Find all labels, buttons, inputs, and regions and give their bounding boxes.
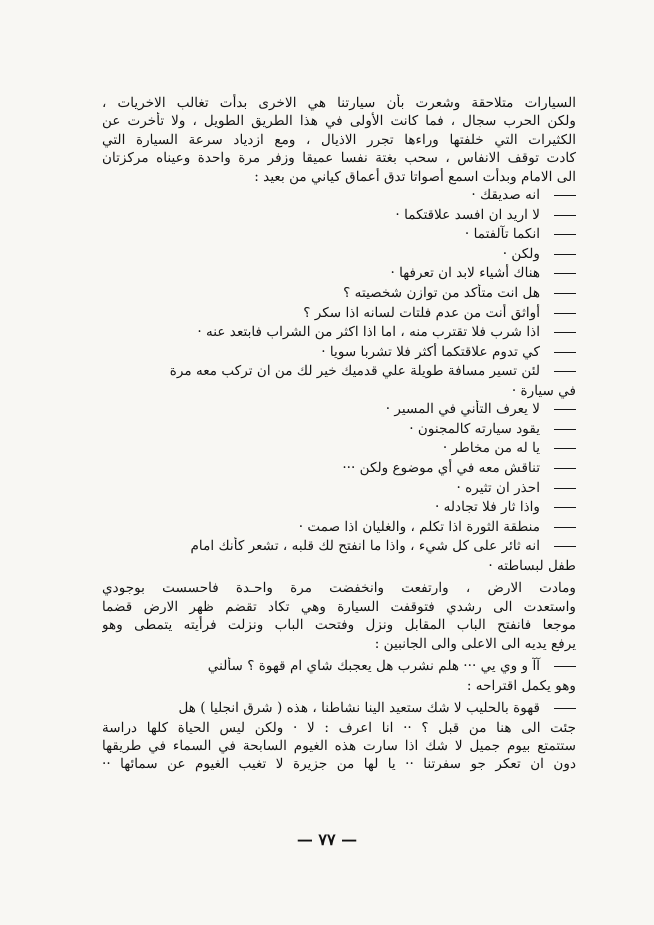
dialogue-text: تناقش معه في أي موضوع ولكن ··· (342, 460, 540, 477)
dialogue-continuation: ستتمتع بيوم جميل لا شك اذا سارت هذه الغيوم السابحة في السماء في طريقها (102, 737, 576, 754)
dialogue-4 (102, 699, 576, 774)
dash-marker (554, 215, 576, 216)
paragraph-line: واستعدت الى رشدي فتوقفت السيارة وهي تكاد تقضم ظهر الارض قضما (102, 598, 576, 615)
dialogue-line (102, 284, 576, 304)
paragraph-1 (102, 94, 576, 186)
dialogue-line (102, 343, 576, 363)
dialogue-line (102, 459, 576, 479)
dialogue-text: هناك أشياء لابد ان تعرفها · (390, 265, 540, 282)
dialogue-group-2 (102, 400, 576, 537)
dialogue-continuation: جئت الى هنا من قبل ؟ ·· انا اعرف : لا · ولكن ليس الحياة كلها دراسة (102, 719, 576, 736)
dash-marker (554, 332, 576, 333)
dialogue-text: احذر ان تثيره · (456, 479, 540, 496)
dash-marker (554, 234, 576, 235)
dialogue-continuation: طفل لبساطته · (488, 558, 576, 575)
dialogue-line (102, 537, 576, 557)
dialogue-line (102, 400, 576, 420)
dash-marker (554, 409, 576, 410)
dash-marker (554, 371, 576, 372)
dialogue-text: قهوة بالحليب لا شك ستعيد الينا نشاطنا ، هذه ( شرق انجليا ) هل (178, 699, 540, 716)
dialogue-line (102, 518, 576, 538)
dash-marker (554, 195, 576, 196)
dialogue-text: لئن تسير مسافة طويلة علي قدميك خير لك من ان تركب معه مرة (169, 363, 540, 380)
paragraph-line: كادت توقف الانفاس ، سحب بغتة نفسا عميقا وزفر مرة واحدة وعيناه مركزتان (102, 150, 576, 167)
dialogue-continuation: دون ان تعكر جو سفرتنا ·· يا لها من جزيرة لا تغيب الغيوم عن سمائها ·· (102, 756, 576, 773)
dash-marker (554, 708, 576, 709)
dialogue-text: يقود سيارته كالمجنون · (409, 420, 540, 437)
dialogue-text: ولكن · (502, 245, 540, 262)
paragraph-line: يرفع يديه الى الاعلى والى الجانبين : (374, 635, 576, 652)
dialogue-line (102, 657, 576, 677)
dialogue-line (102, 362, 576, 382)
paragraph-2 (102, 579, 576, 653)
dash-marker (554, 254, 576, 255)
dialogue-line (102, 225, 576, 245)
dash-marker (554, 507, 576, 508)
dialogue-line (102, 439, 576, 459)
dialogue-continuation: في سيارة · (511, 382, 576, 399)
dash-marker (554, 448, 576, 449)
dialogue-3 (102, 657, 576, 695)
paragraph-line: السيارات متلاحقة وشعرت بأن سيارتنا هي الاخرى بدأت تغالب الاخريات ، (102, 95, 576, 111)
paragraph-line: الكثيرات التي خلفتها وراءها تجرر الاذيال ، ومع ازدياد سرعة السيارة التي (102, 131, 576, 148)
dialogue-line (102, 186, 576, 206)
dialogue-text: آآ و وي يي ··· هلم نشرب هل يعجبك شاي ام قهوة ؟ سألني (207, 657, 540, 674)
dialogue-line (102, 420, 576, 440)
dialogue-text: واذا ثار فلا تجادله · (434, 499, 540, 516)
dash-marker (554, 429, 576, 430)
dialogue-text: هل انت متأكد من توازن شخصيته ؟ (343, 284, 540, 301)
dialogue-long (102, 362, 576, 400)
dash-marker (554, 488, 576, 489)
paragraph-line: موجعا فانفتح الباب المقابل ونزل وفتحت الباب ونزلت فرأيته يتمطى وهو (102, 617, 576, 634)
dialogue-line (102, 699, 576, 719)
dash-marker (554, 546, 576, 547)
dialogue-text: انه صديقك · (471, 186, 540, 203)
dialogue-line (102, 264, 576, 284)
dialogue-text: لا اريد ان افسد علاقتكما · (395, 206, 540, 223)
dialogue-text: اذا شرب فلا تقترب منه ، اما اذا اكثر من الشراب فابتعد عنه · (197, 324, 540, 341)
dialogue-continuation: وهو يكمل اقتراحه : (466, 677, 576, 694)
dialogue-line (102, 479, 576, 499)
paragraph-line: الى الامام وبدأت اسمع أصواتا تدق أعماق كياني من بعيد : (254, 168, 576, 185)
dash-marker (554, 666, 576, 667)
dialogue-text: انكما تآلفتما · (464, 226, 540, 243)
dash-marker (554, 293, 576, 294)
dash-marker (554, 468, 576, 469)
paragraph-line: ولكن الحرب سجال ، فما كانت الأولى في هذا الطريق الطويل ، ولا تأخرت عن (102, 113, 576, 130)
dialogue-line (102, 304, 576, 324)
dialogue-line (102, 245, 576, 265)
dialogue-line (102, 498, 576, 518)
dialogue-group-1 (102, 186, 576, 362)
dialogue-text: كي تدوم علاقتكما أكثر فلا تشربا سويا · (321, 343, 540, 360)
page-body (102, 94, 576, 774)
dash-marker (554, 313, 576, 314)
paragraph-line: ومادت الارض ، وارتفعت وانخفضت مرة واحـدة فاحسست بوجودي (102, 580, 576, 597)
dialogue-line (102, 206, 576, 226)
dialogue-text: انه ثائر على كل شيء ، واذا ما انفتح لك قلبه ، تشعر كأنك امام (190, 538, 540, 555)
dialogue-text: أواثق أنت من عدم فلتات لسانه اذا سكر ؟ (303, 304, 540, 321)
dialogue-text: يا له من مخاطر · (442, 440, 540, 457)
dash-marker (554, 352, 576, 353)
dialogue-text: لا يعرف التأني في المسير · (385, 401, 540, 418)
dialogue-text: منطقة الثورة اذا تكلم ، والغليان اذا صمت · (298, 518, 540, 535)
dialogue-line (102, 323, 576, 343)
dash-marker (554, 273, 576, 274)
dialogue-last (102, 537, 576, 575)
page-number: — ٧٧ — (296, 830, 358, 849)
dash-marker (554, 527, 576, 528)
